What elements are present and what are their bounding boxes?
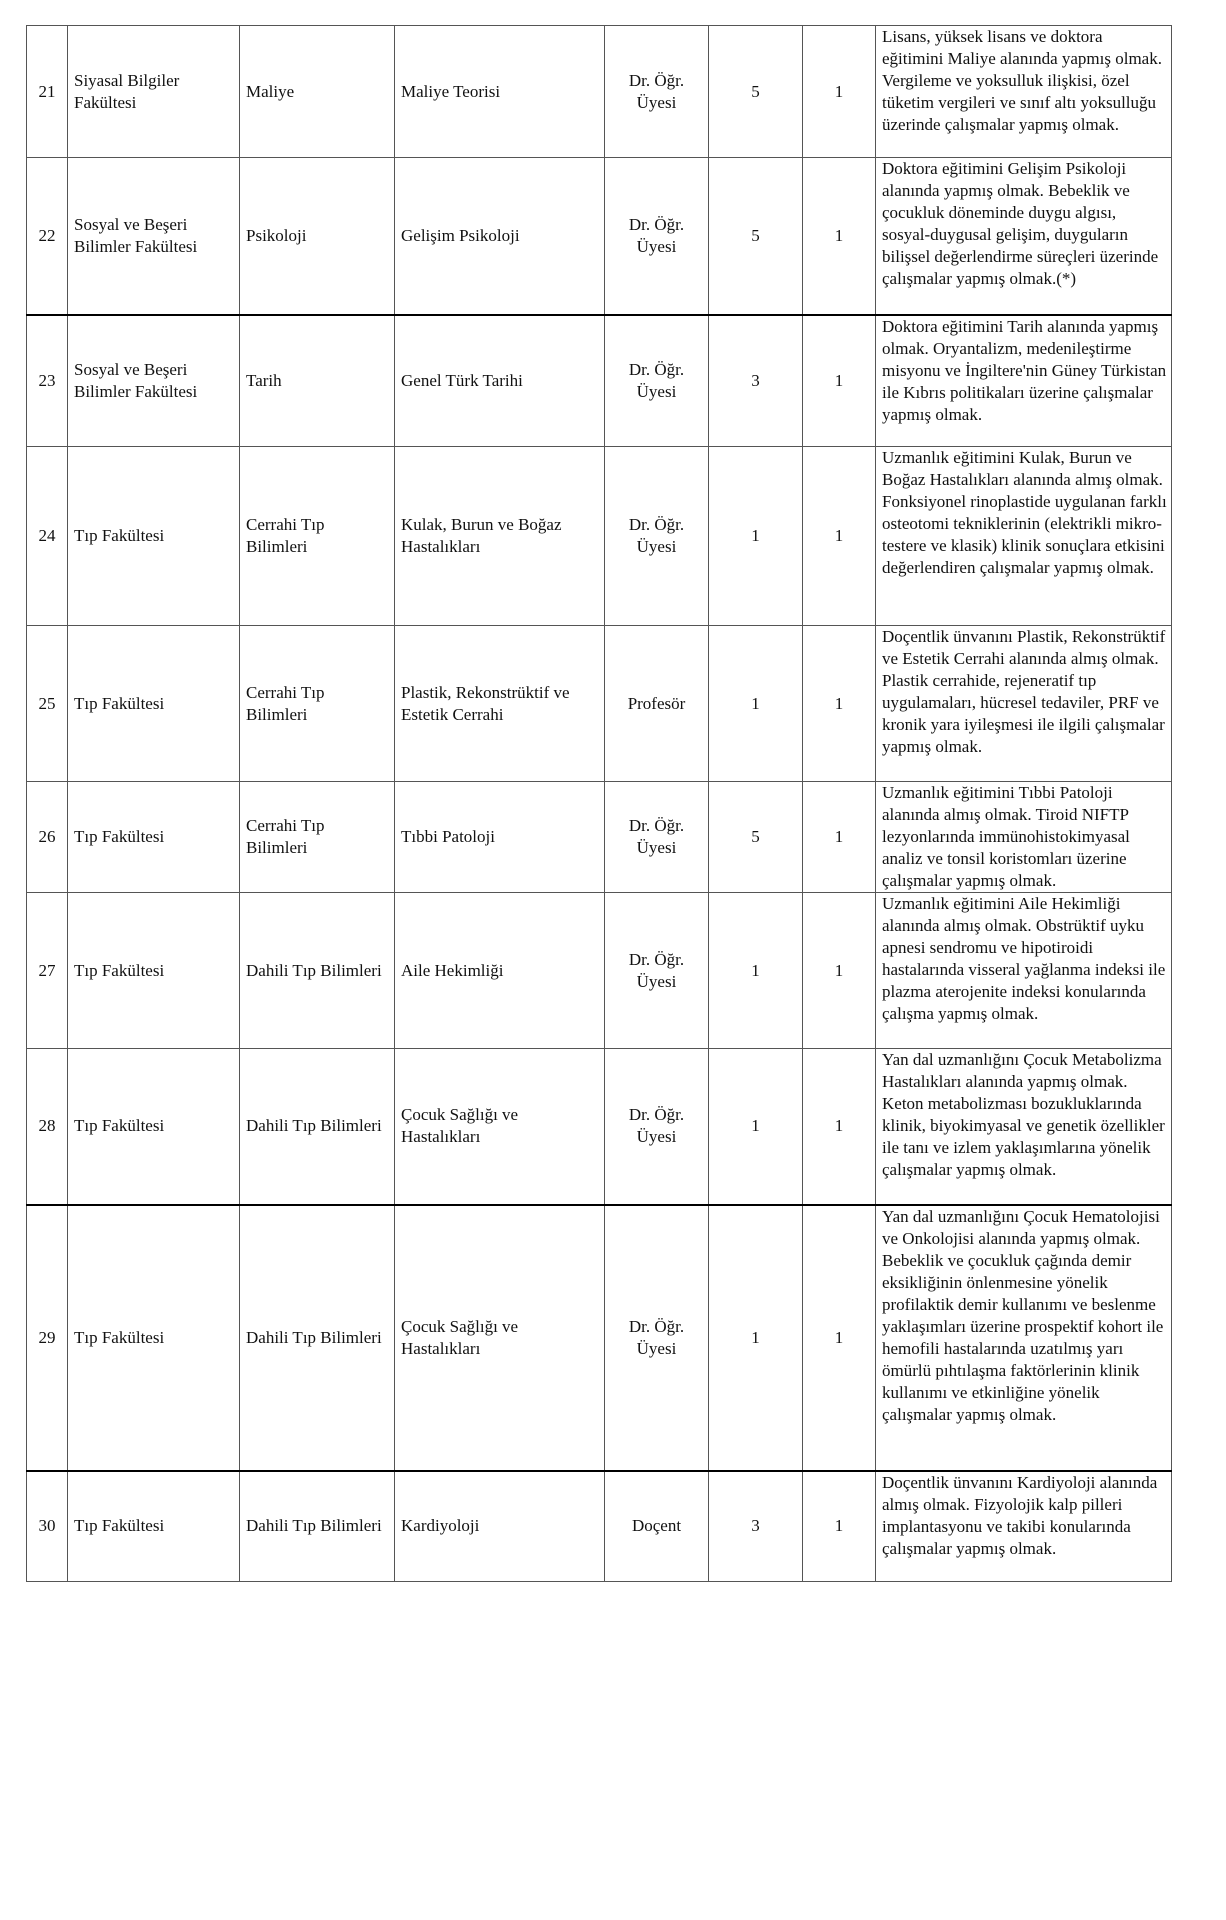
title-cell: Dr. Öğr. Üyesi [605,782,709,893]
faculty-cell: Tıp Fakültesi [68,447,240,626]
requirement-cell: Uzmanlık eğitimini Tıbbi Patoloji alanında almış olmak. Tiroid NIFTP lezyonlarında immünohistokimyasal analiz ve tonsil koristomları üzerine çalışmalar yapmış olmak. [876,782,1172,893]
degree-cell: 3 [709,315,803,447]
requirement-cell: Doktora eğitimini Gelişim Psikoloji alanında yapmış olmak. Bebeklik ve çocukluk döneminde duygu algısı, sosyal-duygusal gelişim, duyguların bilişsel değerlendirme süreçleri üzerinde çalışmalar yapmış olmak.(*) [876,158,1172,315]
table-row [27,26,1172,158]
requirement-cell: Yan dal uzmanlığını Çocuk Metabolizma Hastalıkları alanında yapmış olmak. Keton metabolizması bozukluklarında klinik, biyokimyasal ve genetik özellikler ile tanı ve izlem yaklaşımlarına yönelik çalışmalar yapmış olmak. [876,1049,1172,1205]
count-cell: 1 [803,626,876,782]
row-number: 30 [27,1471,68,1582]
field-cell: Gelişim Psikoloji [395,158,605,315]
table-row [27,1205,1172,1471]
requirement-cell: Uzmanlık eğitimini Kulak, Burun ve Boğaz Hastalıkları alanında almış olmak. Fonksiyonel rinoplastide uygulanan farklı osteotomi tekniklerinin (elektrikli mikro-testere ve klasik) klinik sonuçlara etkisini değerlendiren çalışmalar yapmış olmak. [876,447,1172,626]
field-cell: Kardiyoloji [395,1471,605,1582]
table-row [27,1049,1172,1205]
field-cell: Çocuk Sağlığı ve Hastalıkları [395,1049,605,1205]
table-row [27,626,1172,782]
degree-cell: 1 [709,893,803,1049]
count-cell: 1 [803,447,876,626]
table-row [27,315,1172,447]
department-cell: Dahili Tıp Bilimleri [240,1049,395,1205]
title-cell: Profesör [605,626,709,782]
title-cell: Dr. Öğr. Üyesi [605,1049,709,1205]
field-cell: Genel Türk Tarihi [395,315,605,447]
degree-cell: 5 [709,26,803,158]
requirement-cell: Doktora eğitimini Tarih alanında yapmış olmak. Oryantalizm, medenileştirme misyonu ve İngiltere'nin Güney Türkistan ile Kıbrıs politikaları üzerine çalışmalar yapmış olmak. [876,315,1172,447]
table-row [27,893,1172,1049]
department-cell: Dahili Tıp Bilimleri [240,893,395,1049]
field-cell: Kulak, Burun ve Boğaz Hastalıkları [395,447,605,626]
count-cell: 1 [803,315,876,447]
title-cell: Dr. Öğr. Üyesi [605,893,709,1049]
row-number: 21 [27,26,68,158]
table-row [27,782,1172,893]
field-cell: Plastik, Rekonstrüktif ve Estetik Cerrahi [395,626,605,782]
faculty-cell: Tıp Fakültesi [68,782,240,893]
degree-cell: 1 [709,1049,803,1205]
row-number: 27 [27,893,68,1049]
requirement-cell: Lisans, yüksek lisans ve doktora eğitimini Maliye alanında yapmış olmak. Vergileme ve yoksulluk ilişkisi, özel tüketim vergileri ve sınıf altı yoksulluğu üzerinde çalışmalar yapmış olmak. [876,26,1172,158]
row-number: 24 [27,447,68,626]
faculty-cell: Sosyal ve Beşeri Bilimler Fakültesi [68,158,240,315]
department-cell: Cerrahi Tıp Bilimleri [240,447,395,626]
table-row [27,447,1172,626]
faculty-cell: Tıp Fakültesi [68,1205,240,1471]
faculty-cell: Tıp Fakültesi [68,626,240,782]
field-cell: Aile Hekimliği [395,893,605,1049]
faculty-cell: Siyasal Bilgiler Fakültesi [68,26,240,158]
field-cell: Tıbbi Patoloji [395,782,605,893]
department-cell: Maliye [240,26,395,158]
degree-cell: 1 [709,1205,803,1471]
requirement-cell: Doçentlik ünvanını Kardiyoloji alanında almış olmak. Fizyolojik kalp pilleri implantasyonu ve takibi konularında çalışmalar yapmış olmak. [876,1471,1172,1582]
requirement-cell: Uzmanlık eğitimini Aile Hekimliği alanında almış olmak. Obstrüktif uyku apnesi sendromu ve hipotiroidi hastalarında visseral yağlanma indeksi ile plazma aterojenite indeksi konularında çalışma yapmış olmak. [876,893,1172,1049]
row-number: 23 [27,315,68,447]
degree-cell: 1 [709,626,803,782]
degree-cell: 5 [709,158,803,315]
count-cell: 1 [803,782,876,893]
count-cell: 1 [803,1049,876,1205]
row-number: 22 [27,158,68,315]
row-number: 29 [27,1205,68,1471]
department-cell: Psikoloji [240,158,395,315]
count-cell: 1 [803,1471,876,1582]
title-cell: Dr. Öğr. Üyesi [605,158,709,315]
field-cell: Çocuk Sağlığı ve Hastalıkları [395,1205,605,1471]
title-cell: Dr. Öğr. Üyesi [605,26,709,158]
faculty-cell: Tıp Fakültesi [68,1471,240,1582]
department-cell: Dahili Tıp Bilimleri [240,1471,395,1582]
field-cell: Maliye Teorisi [395,26,605,158]
faculty-cell: Tıp Fakültesi [68,893,240,1049]
requirement-cell: Doçentlik ünvanını Plastik, Rekonstrüktif ve Estetik Cerrahi alanında almış olmak. Plastik cerrahide, rejeneratif tıp uygulamaları, hücresel tedaviler, PRF ve kronik yara iyileşmesi ile ilgili çalışmalar yapmış olmak. [876,626,1172,782]
requirement-cell: Yan dal uzmanlığını Çocuk Hematolojisi ve Onkolojisi alanında yapmış olmak. Bebeklik ve çocukluk çağında demir eksikliğinin önlenmesine yönelik profilaktik demir kullanımı ve beslenme yaklaşımları üzerine prospektif kohort ile hemofili hastalarında uzatılmış yarı ömürlü pıhtılaşma faktörlerinin klinik kullanımı ve etkinliğine yönelik çalışmalar yapmış olmak. [876,1205,1172,1471]
faculty-cell: Tıp Fakültesi [68,1049,240,1205]
count-cell: 1 [803,158,876,315]
table-row [27,1471,1172,1582]
row-number: 28 [27,1049,68,1205]
positions-table [26,25,1172,1582]
title-cell: Dr. Öğr. Üyesi [605,1205,709,1471]
degree-cell: 1 [709,447,803,626]
department-cell: Cerrahi Tıp Bilimleri [240,782,395,893]
degree-cell: 3 [709,1471,803,1582]
faculty-cell: Sosyal ve Beşeri Bilimler Fakültesi [68,315,240,447]
title-cell: Doçent [605,1471,709,1582]
title-cell: Dr. Öğr. Üyesi [605,315,709,447]
row-number: 26 [27,782,68,893]
department-cell: Cerrahi Tıp Bilimleri [240,626,395,782]
table-row [27,158,1172,315]
department-cell: Dahili Tıp Bilimleri [240,1205,395,1471]
row-number: 25 [27,626,68,782]
count-cell: 1 [803,1205,876,1471]
title-cell: Dr. Öğr. Üyesi [605,447,709,626]
count-cell: 1 [803,26,876,158]
count-cell: 1 [803,893,876,1049]
department-cell: Tarih [240,315,395,447]
degree-cell: 5 [709,782,803,893]
